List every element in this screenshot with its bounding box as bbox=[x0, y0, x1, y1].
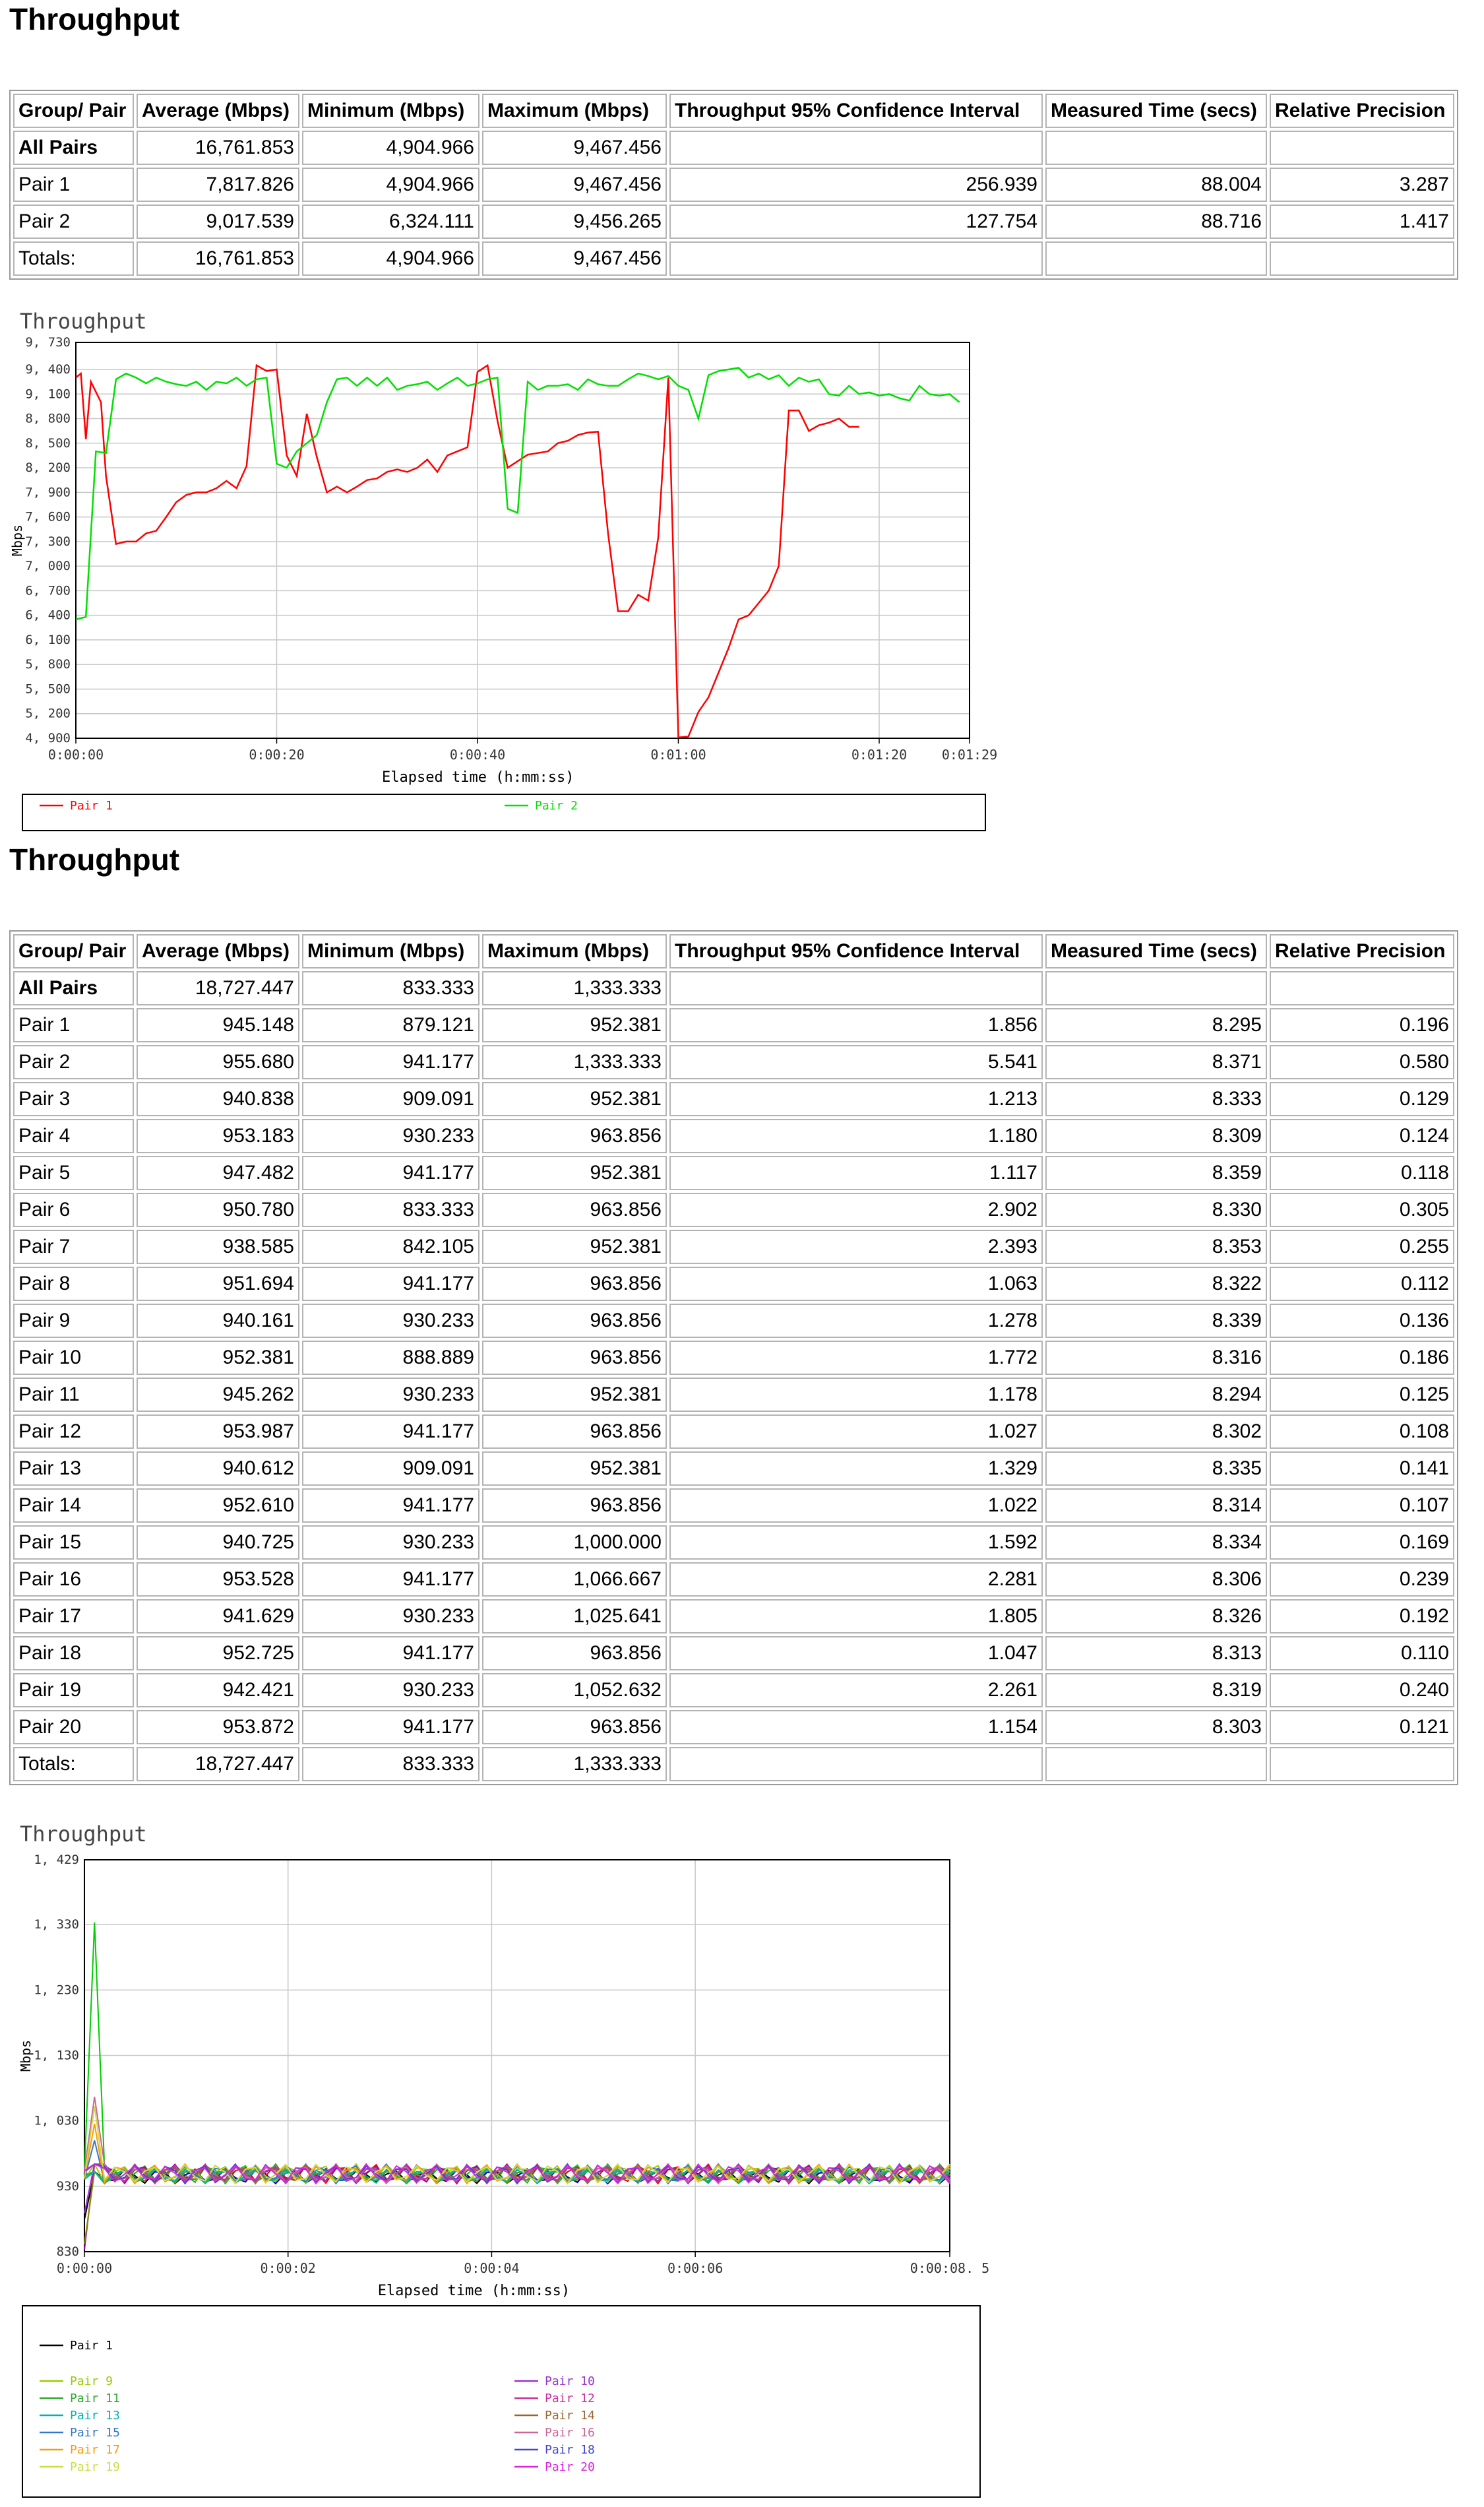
table-row bbox=[13, 1599, 1454, 1634]
table-cell: 9,467.456 bbox=[482, 131, 667, 165]
y-tick-label: 5, 800 bbox=[25, 657, 71, 672]
x-tick-label: 0:00:00 bbox=[47, 747, 104, 763]
legend-item: Pair 2 bbox=[535, 799, 578, 813]
table-cell: 256.939 bbox=[669, 168, 1043, 202]
table-cell: 0.186 bbox=[1270, 1341, 1454, 1375]
table-cell: 930.233 bbox=[302, 1525, 479, 1560]
y-tick-label: 830 bbox=[56, 2244, 79, 2259]
row-label: Pair 17 bbox=[13, 1599, 134, 1634]
table-row bbox=[13, 1156, 1454, 1190]
column-header: Group/ Pair bbox=[13, 934, 134, 968]
table-row bbox=[13, 1710, 1454, 1744]
table-row bbox=[13, 241, 1454, 276]
table-row bbox=[13, 1488, 1454, 1523]
y-tick-label: 1, 330 bbox=[34, 1917, 79, 1932]
table-cell: 909.091 bbox=[302, 1082, 479, 1116]
table-cell: 0.125 bbox=[1270, 1378, 1454, 1412]
table-cell: 945.148 bbox=[137, 1008, 299, 1042]
table-cell: 842.105 bbox=[302, 1230, 479, 1264]
y-tick-label: 6, 100 bbox=[25, 632, 71, 647]
y-tick-label: 9, 400 bbox=[25, 362, 71, 377]
table-row bbox=[13, 1304, 1454, 1338]
table-cell: 941.177 bbox=[302, 1156, 479, 1190]
table-cell: 0.240 bbox=[1270, 1673, 1454, 1707]
table-cell bbox=[1045, 131, 1267, 165]
table-cell: 953.872 bbox=[137, 1710, 299, 1744]
table-cell: 0.141 bbox=[1270, 1451, 1454, 1486]
legend-item: Pair 12 bbox=[545, 2392, 595, 2405]
x-tick-label: 0:00:02 bbox=[260, 2260, 316, 2276]
table-cell: 16,761.853 bbox=[137, 241, 299, 276]
table-row bbox=[13, 205, 1454, 239]
row-label: Pair 18 bbox=[13, 1636, 134, 1670]
table-row bbox=[13, 1378, 1454, 1412]
x-tick-label: 0:00:00 bbox=[56, 2260, 113, 2276]
row-label: Pair 2 bbox=[13, 205, 134, 239]
table-cell bbox=[669, 131, 1043, 165]
row-label: Pair 16 bbox=[13, 1562, 134, 1597]
x-tick-label: 0:01:20 bbox=[851, 747, 908, 763]
table-cell: 0.136 bbox=[1270, 1304, 1454, 1338]
y-tick-label: 9, 100 bbox=[25, 387, 71, 402]
table-cell: 941.177 bbox=[302, 1488, 479, 1523]
column-header: Relative Precision bbox=[1270, 94, 1454, 128]
table-cell: 879.121 bbox=[302, 1008, 479, 1042]
table-cell: 941.177 bbox=[302, 1710, 479, 1744]
table-cell bbox=[1045, 971, 1267, 1005]
column-header: Relative Precision bbox=[1270, 934, 1454, 968]
row-label: Pair 20 bbox=[13, 1710, 134, 1744]
table-cell bbox=[1045, 1747, 1267, 1781]
x-axis-label: Elapsed time (h:mm:ss) bbox=[382, 769, 574, 786]
table-cell: 955.680 bbox=[137, 1045, 299, 1079]
table-cell: 952.610 bbox=[137, 1488, 299, 1523]
y-tick-label: 5, 500 bbox=[25, 682, 71, 697]
table-cell: 963.856 bbox=[482, 1193, 667, 1227]
table-cell: 950.780 bbox=[137, 1193, 299, 1227]
table-row bbox=[13, 1673, 1454, 1707]
table-cell: 4,904.966 bbox=[302, 241, 479, 276]
table-row bbox=[13, 1414, 1454, 1449]
table-cell: 8.359 bbox=[1045, 1156, 1267, 1190]
table-cell: 0.169 bbox=[1270, 1525, 1454, 1560]
table-cell: 8.319 bbox=[1045, 1673, 1267, 1707]
table-cell: 8.303 bbox=[1045, 1710, 1267, 1744]
table-cell: 8.339 bbox=[1045, 1304, 1267, 1338]
plot-frame bbox=[76, 342, 970, 738]
table-cell: 952.381 bbox=[482, 1230, 667, 1264]
x-tick-label: 0:00:04 bbox=[464, 2260, 520, 2276]
table-cell: 942.421 bbox=[137, 1673, 299, 1707]
legend-item: Pair 16 bbox=[545, 2426, 595, 2440]
table-cell: 1.805 bbox=[669, 1599, 1043, 1634]
legend-box bbox=[22, 2306, 980, 2497]
row-label: Pair 7 bbox=[13, 1230, 134, 1264]
table-row bbox=[13, 1267, 1454, 1301]
y-tick-label: 6, 700 bbox=[25, 583, 71, 598]
table-cell: 8.309 bbox=[1045, 1119, 1267, 1153]
table-cell: 1,333.333 bbox=[482, 1747, 667, 1781]
table-cell: 8.371 bbox=[1045, 1045, 1267, 1079]
table-row bbox=[13, 1525, 1454, 1560]
table-cell: 8.335 bbox=[1045, 1451, 1267, 1486]
y-tick-label: 4, 900 bbox=[25, 731, 71, 746]
y-tick-label: 1, 230 bbox=[34, 1983, 79, 1998]
column-header: Throughput 95% Confidence Interval bbox=[669, 94, 1043, 128]
series-line-pair-2 bbox=[84, 1922, 950, 2184]
table-cell: 3.287 bbox=[1270, 168, 1454, 202]
table-cell: 1.117 bbox=[669, 1156, 1043, 1190]
throughput-table-1 bbox=[9, 90, 1458, 280]
x-tick-label: 0:00:06 bbox=[667, 2260, 724, 2276]
column-header: Throughput 95% Confidence Interval bbox=[669, 934, 1043, 968]
table-cell: 0.124 bbox=[1270, 1119, 1454, 1153]
table-cell: 88.716 bbox=[1045, 205, 1267, 239]
table-cell: 8.294 bbox=[1045, 1378, 1267, 1412]
column-header: Average (Mbps) bbox=[137, 94, 299, 128]
row-label: Pair 4 bbox=[13, 1119, 134, 1153]
table-row bbox=[13, 1747, 1454, 1781]
table-cell: 952.381 bbox=[482, 1378, 667, 1412]
table-cell: 930.233 bbox=[302, 1378, 479, 1412]
table-cell: 1.027 bbox=[669, 1414, 1043, 1449]
table-cell: 0.129 bbox=[1270, 1082, 1454, 1116]
table-cell bbox=[669, 971, 1043, 1005]
table-cell: 0.255 bbox=[1270, 1230, 1454, 1264]
table-cell: 941.177 bbox=[302, 1045, 479, 1079]
table-cell: 8.302 bbox=[1045, 1414, 1267, 1449]
table-cell: 963.856 bbox=[482, 1119, 667, 1153]
y-tick-label: 7, 000 bbox=[25, 559, 71, 574]
table-cell: 833.333 bbox=[302, 1747, 479, 1781]
table-cell: 8.295 bbox=[1045, 1008, 1267, 1042]
table-cell: 8.322 bbox=[1045, 1267, 1267, 1301]
legend-item: Pair 15 bbox=[70, 2426, 120, 2440]
table-cell: 1.022 bbox=[669, 1488, 1043, 1523]
legend-item: Pair 1 bbox=[70, 2339, 113, 2353]
column-header: Measured Time (secs) bbox=[1045, 934, 1267, 968]
table-cell: 952.381 bbox=[137, 1341, 299, 1375]
table-cell: 940.725 bbox=[137, 1525, 299, 1560]
y-axis-label: Mbps bbox=[9, 524, 25, 557]
column-header: Minimum (Mbps) bbox=[302, 934, 479, 968]
table-cell bbox=[669, 241, 1043, 276]
legend-item: Pair 19 bbox=[70, 2460, 120, 2474]
column-header: Measured Time (secs) bbox=[1045, 94, 1267, 128]
table-cell bbox=[669, 1747, 1043, 1781]
legend-item: Pair 18 bbox=[545, 2443, 595, 2457]
row-label: All Pairs bbox=[13, 971, 134, 1005]
y-tick-label: 7, 900 bbox=[25, 485, 71, 500]
table-cell: 5.541 bbox=[669, 1045, 1043, 1079]
table-cell: 8.330 bbox=[1045, 1193, 1267, 1227]
table-cell: 8.326 bbox=[1045, 1599, 1267, 1634]
legend-item: Pair 11 bbox=[70, 2392, 120, 2405]
row-label: Pair 15 bbox=[13, 1525, 134, 1560]
row-label: Pair 9 bbox=[13, 1304, 134, 1338]
table-cell: 952.725 bbox=[137, 1636, 299, 1670]
column-header: Average (Mbps) bbox=[137, 934, 299, 968]
x-axis-label: Elapsed time (h:mm:ss) bbox=[377, 2283, 571, 2299]
table-row bbox=[13, 1341, 1454, 1375]
y-tick-label: 8, 800 bbox=[25, 411, 71, 426]
table-cell: 1.592 bbox=[669, 1525, 1043, 1560]
table-cell: 1.154 bbox=[669, 1710, 1043, 1744]
table-row bbox=[13, 1636, 1454, 1670]
table-cell: 0.196 bbox=[1270, 1008, 1454, 1042]
table-cell: 1.180 bbox=[669, 1119, 1043, 1153]
table-cell: 7,817.826 bbox=[137, 168, 299, 202]
table-cell: 930.233 bbox=[302, 1304, 479, 1338]
table-cell: 1,066.667 bbox=[482, 1562, 667, 1597]
row-label: All Pairs bbox=[13, 131, 134, 165]
column-header: Maximum (Mbps) bbox=[482, 94, 667, 128]
y-tick-label: 5, 200 bbox=[25, 706, 71, 721]
table-cell: 953.528 bbox=[137, 1562, 299, 1597]
table-cell: 909.091 bbox=[302, 1451, 479, 1486]
legend-box bbox=[22, 794, 985, 831]
table-cell: 930.233 bbox=[302, 1119, 479, 1153]
table-row bbox=[13, 1119, 1454, 1153]
table-cell: 18,727.447 bbox=[137, 1747, 299, 1781]
table-cell: 0.192 bbox=[1270, 1599, 1454, 1634]
table-cell bbox=[1045, 241, 1267, 276]
row-label: Pair 3 bbox=[13, 1082, 134, 1116]
legend-item: Pair 17 bbox=[70, 2443, 120, 2457]
y-tick-label: 1, 130 bbox=[34, 2048, 79, 2063]
table-cell: 963.856 bbox=[482, 1304, 667, 1338]
y-axis-label: Mbps bbox=[18, 2039, 34, 2072]
y-tick-label: 6, 400 bbox=[25, 608, 71, 623]
table-cell: 8.314 bbox=[1045, 1488, 1267, 1523]
table-cell: 1.417 bbox=[1270, 205, 1454, 239]
chart-title: Throughput bbox=[20, 1822, 147, 1847]
column-header: Group/ Pair bbox=[13, 94, 134, 128]
table-cell: 1,333.333 bbox=[482, 971, 667, 1005]
table-cell: 0.305 bbox=[1270, 1193, 1454, 1227]
throughput-table-2 bbox=[9, 930, 1458, 1785]
table-cell: 833.333 bbox=[302, 971, 479, 1005]
table-cell: 941.177 bbox=[302, 1414, 479, 1449]
table-cell: 1,333.333 bbox=[482, 1045, 667, 1079]
row-label: Pair 6 bbox=[13, 1193, 134, 1227]
x-tick-label: 0:01:29 bbox=[941, 747, 998, 763]
table-row bbox=[13, 131, 1454, 165]
table-cell: 963.856 bbox=[482, 1414, 667, 1449]
x-tick-label: 0:00:08. 5 bbox=[910, 2260, 990, 2276]
row-label: Pair 12 bbox=[13, 1414, 134, 1449]
table-cell: 941.177 bbox=[302, 1267, 479, 1301]
table-cell: 6,324.111 bbox=[302, 205, 479, 239]
table-cell: 0.108 bbox=[1270, 1414, 1454, 1449]
y-tick-label: 9, 730 bbox=[25, 335, 71, 350]
row-label: Pair 8 bbox=[13, 1267, 134, 1301]
table-cell: 1.178 bbox=[669, 1378, 1043, 1412]
table-cell: 953.987 bbox=[137, 1414, 299, 1449]
table-cell: 963.856 bbox=[482, 1488, 667, 1523]
table-cell: 9,017.539 bbox=[137, 205, 299, 239]
table-row bbox=[13, 168, 1454, 202]
table-cell: 88.004 bbox=[1045, 168, 1267, 202]
row-label: Totals: bbox=[13, 241, 134, 276]
table-cell: 947.482 bbox=[137, 1156, 299, 1190]
row-label: Pair 1 bbox=[13, 1008, 134, 1042]
legend-item: Pair 1 bbox=[70, 799, 113, 813]
row-label: Totals: bbox=[13, 1747, 134, 1781]
y-tick-label: 8, 200 bbox=[25, 460, 71, 476]
table-cell: 4,904.966 bbox=[302, 168, 479, 202]
table-cell: 127.754 bbox=[669, 205, 1043, 239]
table-cell: 0.239 bbox=[1270, 1562, 1454, 1597]
table-cell bbox=[1270, 1747, 1454, 1781]
section-title-1: Throughput bbox=[9, 2, 180, 36]
table-cell: 945.262 bbox=[137, 1378, 299, 1412]
table-row bbox=[13, 971, 1454, 1005]
table-cell: 938.585 bbox=[137, 1230, 299, 1264]
row-label: Pair 19 bbox=[13, 1673, 134, 1707]
table-cell: 9,467.456 bbox=[482, 241, 667, 276]
table-cell: 941.177 bbox=[302, 1636, 479, 1670]
legend-item: Pair 10 bbox=[545, 2374, 595, 2388]
y-tick-label: 8, 500 bbox=[25, 435, 71, 451]
throughput-chart-1 bbox=[9, 305, 998, 836]
x-tick-label: 0:00:20 bbox=[249, 747, 305, 763]
table-cell: 930.233 bbox=[302, 1673, 479, 1707]
section-title-2: Throughput bbox=[9, 842, 180, 877]
table-cell: 2.902 bbox=[669, 1193, 1043, 1227]
row-label: Pair 2 bbox=[13, 1045, 134, 1079]
table-cell: 941.629 bbox=[137, 1599, 299, 1634]
table-cell: 1.856 bbox=[669, 1008, 1043, 1042]
table-cell: 1,025.641 bbox=[482, 1599, 667, 1634]
table-cell: 18,727.447 bbox=[137, 971, 299, 1005]
table-row bbox=[13, 1230, 1454, 1264]
table-cell: 941.177 bbox=[302, 1562, 479, 1597]
table-cell: 1.329 bbox=[669, 1451, 1043, 1486]
column-header: Maximum (Mbps) bbox=[482, 934, 667, 968]
x-tick-label: 0:01:00 bbox=[650, 747, 706, 763]
table-row bbox=[13, 1562, 1454, 1597]
table-cell bbox=[1270, 971, 1454, 1005]
row-label: Pair 5 bbox=[13, 1156, 134, 1190]
table-cell: 1,052.632 bbox=[482, 1673, 667, 1707]
y-tick-label: 930 bbox=[56, 2178, 79, 2194]
table-cell: 4,904.966 bbox=[302, 131, 479, 165]
table-cell: 8.333 bbox=[1045, 1082, 1267, 1116]
table-cell: 0.118 bbox=[1270, 1156, 1454, 1190]
table-row bbox=[13, 1045, 1454, 1079]
table-cell: 1,000.000 bbox=[482, 1525, 667, 1560]
table-cell: 953.183 bbox=[137, 1119, 299, 1153]
table-cell: 16,761.853 bbox=[137, 131, 299, 165]
table-cell: 940.161 bbox=[137, 1304, 299, 1338]
row-label: Pair 11 bbox=[13, 1378, 134, 1412]
table-cell: 2.393 bbox=[669, 1230, 1043, 1264]
table-cell: 952.381 bbox=[482, 1008, 667, 1042]
table-cell: 2.261 bbox=[669, 1673, 1043, 1707]
table-cell: 0.110 bbox=[1270, 1636, 1454, 1670]
table-cell: 888.889 bbox=[302, 1341, 479, 1375]
table-cell: 1.772 bbox=[669, 1341, 1043, 1375]
table-cell: 833.333 bbox=[302, 1193, 479, 1227]
table-cell bbox=[1270, 131, 1454, 165]
legend-item: Pair 14 bbox=[545, 2409, 595, 2423]
table-cell: 1.063 bbox=[669, 1267, 1043, 1301]
table-cell: 2.281 bbox=[669, 1562, 1043, 1597]
table-cell: 8.334 bbox=[1045, 1525, 1267, 1560]
table-cell: 930.233 bbox=[302, 1599, 479, 1634]
table-cell bbox=[1270, 241, 1454, 276]
table-cell: 1.213 bbox=[669, 1082, 1043, 1116]
y-tick-label: 1, 429 bbox=[34, 1853, 79, 1867]
table-row bbox=[13, 1082, 1454, 1116]
table-cell: 951.694 bbox=[137, 1267, 299, 1301]
legend-item: Pair 20 bbox=[545, 2460, 595, 2474]
table-cell: 0.107 bbox=[1270, 1488, 1454, 1523]
table-cell: 0.580 bbox=[1270, 1045, 1454, 1079]
table-row bbox=[13, 1193, 1454, 1227]
table-cell: 9,467.456 bbox=[482, 168, 667, 202]
table-cell: 8.353 bbox=[1045, 1230, 1267, 1264]
row-label: Pair 13 bbox=[13, 1451, 134, 1486]
table-cell: 0.112 bbox=[1270, 1267, 1454, 1301]
series-line-pair-2 bbox=[76, 368, 960, 619]
table-cell: 952.381 bbox=[482, 1451, 667, 1486]
table-cell: 963.856 bbox=[482, 1710, 667, 1744]
table-cell: 1.278 bbox=[669, 1304, 1043, 1338]
row-label: Pair 14 bbox=[13, 1488, 134, 1523]
throughput-chart-2 bbox=[13, 1818, 996, 2500]
table-cell: 963.856 bbox=[482, 1636, 667, 1670]
table-row bbox=[13, 1451, 1454, 1486]
x-tick-label: 0:00:40 bbox=[449, 747, 506, 763]
row-label: Pair 10 bbox=[13, 1341, 134, 1375]
table-cell: 963.856 bbox=[482, 1341, 667, 1375]
legend-item: Pair 13 bbox=[70, 2409, 120, 2423]
row-label: Pair 1 bbox=[13, 168, 134, 202]
series-line-pair-1 bbox=[76, 365, 859, 738]
table-cell: 952.381 bbox=[482, 1082, 667, 1116]
table-cell: 952.381 bbox=[482, 1156, 667, 1190]
table-cell: 1.047 bbox=[669, 1636, 1043, 1670]
table-row bbox=[13, 1008, 1454, 1042]
table-cell: 963.856 bbox=[482, 1267, 667, 1301]
table-cell: 9,456.265 bbox=[482, 205, 667, 239]
table-cell: 940.838 bbox=[137, 1082, 299, 1116]
table-cell: 8.313 bbox=[1045, 1636, 1267, 1670]
legend-item: Pair 9 bbox=[70, 2374, 113, 2388]
y-tick-label: 7, 300 bbox=[25, 534, 71, 549]
table-cell: 0.121 bbox=[1270, 1710, 1454, 1744]
chart-title: Throughput bbox=[20, 309, 147, 334]
table-cell: 8.316 bbox=[1045, 1341, 1267, 1375]
y-tick-label: 7, 600 bbox=[25, 509, 71, 524]
table-cell: 8.306 bbox=[1045, 1562, 1267, 1597]
column-header: Minimum (Mbps) bbox=[302, 94, 479, 128]
table-cell: 940.612 bbox=[137, 1451, 299, 1486]
y-tick-label: 1, 030 bbox=[34, 2113, 79, 2128]
